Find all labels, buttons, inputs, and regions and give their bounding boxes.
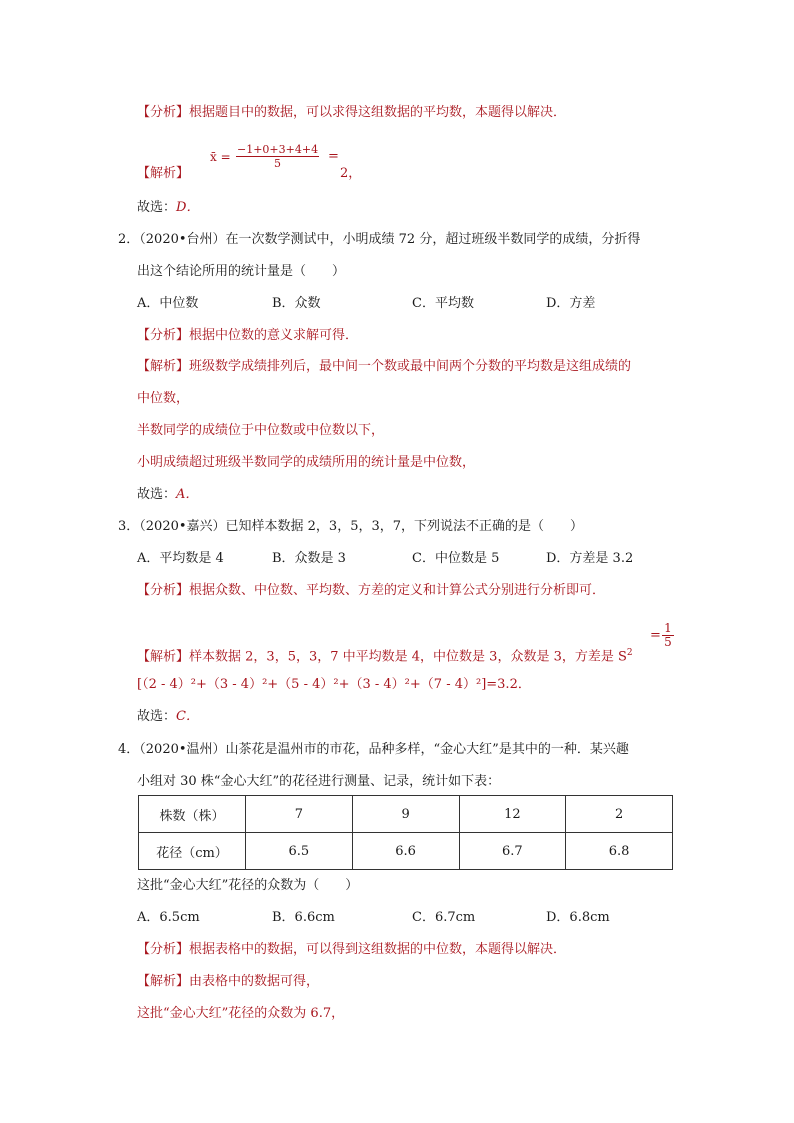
answer-letter: A． (176, 487, 199, 502)
q4-stem-line2: 小组对 30 株“金心大红”的花径进行测量、记录，统计如下表： (137, 774, 501, 789)
q3-stem: 3．（2020•嘉兴）已知样本数据 2，3，5，3，7，下列说法不正确的是（ ） (118, 519, 584, 534)
mean-fraction (236, 143, 319, 170)
analysis-tag: 【分析】 (137, 328, 190, 343)
table-cell: 7 (246, 796, 353, 833)
q4-option-a: A．6.5cm (137, 910, 200, 925)
q3-solution-line1 (137, 644, 633, 666)
q4-stem-line1: 4．（2020•温州）山茶花是温州市的市花，品种多样，“金心大红”是其中的一种．某兴趣 (118, 742, 629, 757)
q2-solution-line2: 中位数， (137, 391, 190, 406)
q2-stem-line1: 2．（2020•台州）在一次数学测试中，小明成绩 72 分，超过班级半数同学的成绩，分折得 (118, 232, 641, 247)
square-superscript: 2 (626, 648, 633, 658)
answer-prefix: 故选： (137, 487, 177, 502)
table-row (139, 796, 673, 833)
fraction-numerator: −1+0+3+4+4 (237, 143, 319, 156)
variance-denominator: 5 (664, 635, 672, 649)
q2-option-a: A．中位数 (137, 296, 199, 311)
q3-option-c: C．中位数是 5 (412, 551, 500, 566)
table-cell: 12 (459, 796, 566, 833)
q2-option-b: B．众数 (272, 296, 321, 311)
table-row-header: 株数（株） (139, 796, 246, 833)
answer-letter: C． (176, 709, 199, 724)
answer-prefix: 故选： (137, 200, 177, 215)
q2-solution-line4: 小明成绩超过班级半数同学的成绩所用的统计量是中位数， (137, 455, 476, 470)
table-cell: 9 (352, 796, 459, 833)
q4-analysis (137, 941, 566, 959)
q4-solution-line2: 这批“金心大红”花径的众数为 6.7， (137, 1006, 345, 1021)
solution-text: 由表格中的数据可得， (189, 974, 320, 989)
solution-tag: 【解析】 (137, 974, 190, 989)
mean-symbol: x̄ = (210, 150, 231, 164)
solution-tag: 【解析】 (137, 359, 190, 374)
q2-analysis (137, 327, 358, 345)
q1-analysis (137, 104, 566, 122)
answer-letter: D． (176, 200, 200, 215)
q4-option-d: D．6.8cm (546, 910, 610, 925)
analysis-text: 根据中位数的意义求解可得． (189, 328, 359, 343)
q4-option-b: B．6.6cm (272, 910, 335, 925)
q2-option-c: C．平均数 (412, 296, 474, 311)
q3-option-a: A．平均数是 4 (137, 551, 224, 566)
table-cell: 2 (566, 796, 673, 833)
mean-result: 2， (340, 166, 362, 181)
q2-option-d: D．方差 (546, 296, 596, 311)
q3-answer (137, 708, 199, 726)
equals-sign: = (328, 149, 339, 164)
variance-equals: = (650, 628, 661, 643)
analysis-tag: 【分析】 (137, 105, 190, 120)
variance-fraction (662, 622, 674, 649)
q2-answer (137, 486, 198, 504)
table-cell: 6.6 (352, 833, 459, 870)
table-cell: 6.7 (459, 833, 566, 870)
q4-option-c: C．6.7cm (412, 910, 476, 925)
table-row-header: 花径（cm） (139, 833, 246, 870)
table-row (139, 833, 673, 870)
q3-option-d: D．方差是 3.2 (546, 551, 634, 566)
q2-solution-line3: 半数同学的成绩位于中位数或中位数以下， (137, 423, 385, 438)
q4-solution-line1 (137, 973, 319, 991)
table-cell: 6.5 (246, 833, 353, 870)
answer-prefix: 故选： (137, 709, 177, 724)
analysis-text: 根据众数、中位数、平均数、方差的定义和计算公式分别进行分析即可． (189, 583, 606, 598)
q4-question: 这批“金心大红”花径的众数为（ ） (137, 878, 359, 893)
q3-option-b: B．众数是 3 (272, 551, 346, 566)
solution-tag: 【解析】 (137, 166, 190, 181)
q3-analysis (137, 582, 605, 600)
solution-text: 样本数据 2，3，5，3，7 中平均数是 4，中位数是 3，众数是 3，方差是 S (189, 649, 627, 665)
flower-data-table (138, 795, 673, 870)
fraction-denominator: 5 (274, 157, 282, 170)
analysis-text: 根据表格中的数据，可以得到这组数据的中位数，本题得以解决． (189, 942, 567, 957)
q2-stem-line2: 出这个结论所用的统计量是（ ） (137, 264, 346, 279)
solution-tag: 【解析】 (137, 649, 190, 665)
q1-answer (137, 199, 199, 217)
solution-text: 班级数学成绩排列后，最中间一个数或最中间两个分数的平均数是这组成绩的 (189, 359, 632, 374)
variance-numerator: 1 (662, 622, 674, 636)
q1-solution-label (137, 165, 189, 183)
analysis-tag: 【分析】 (137, 583, 190, 598)
analysis-tag: 【分析】 (137, 942, 190, 957)
q2-solution-line1 (137, 358, 631, 376)
table-cell: 6.8 (566, 833, 673, 870)
q3-solution-line2: [（2 - 4）²+（3 - 4）²+（5 - 4）²+（3 - 4）²+（7 - 4）²]=3.2． (137, 677, 531, 692)
analysis-text: 根据题目中的数据，可以求得这组数据的平均数，本题得以解决． (189, 105, 567, 120)
